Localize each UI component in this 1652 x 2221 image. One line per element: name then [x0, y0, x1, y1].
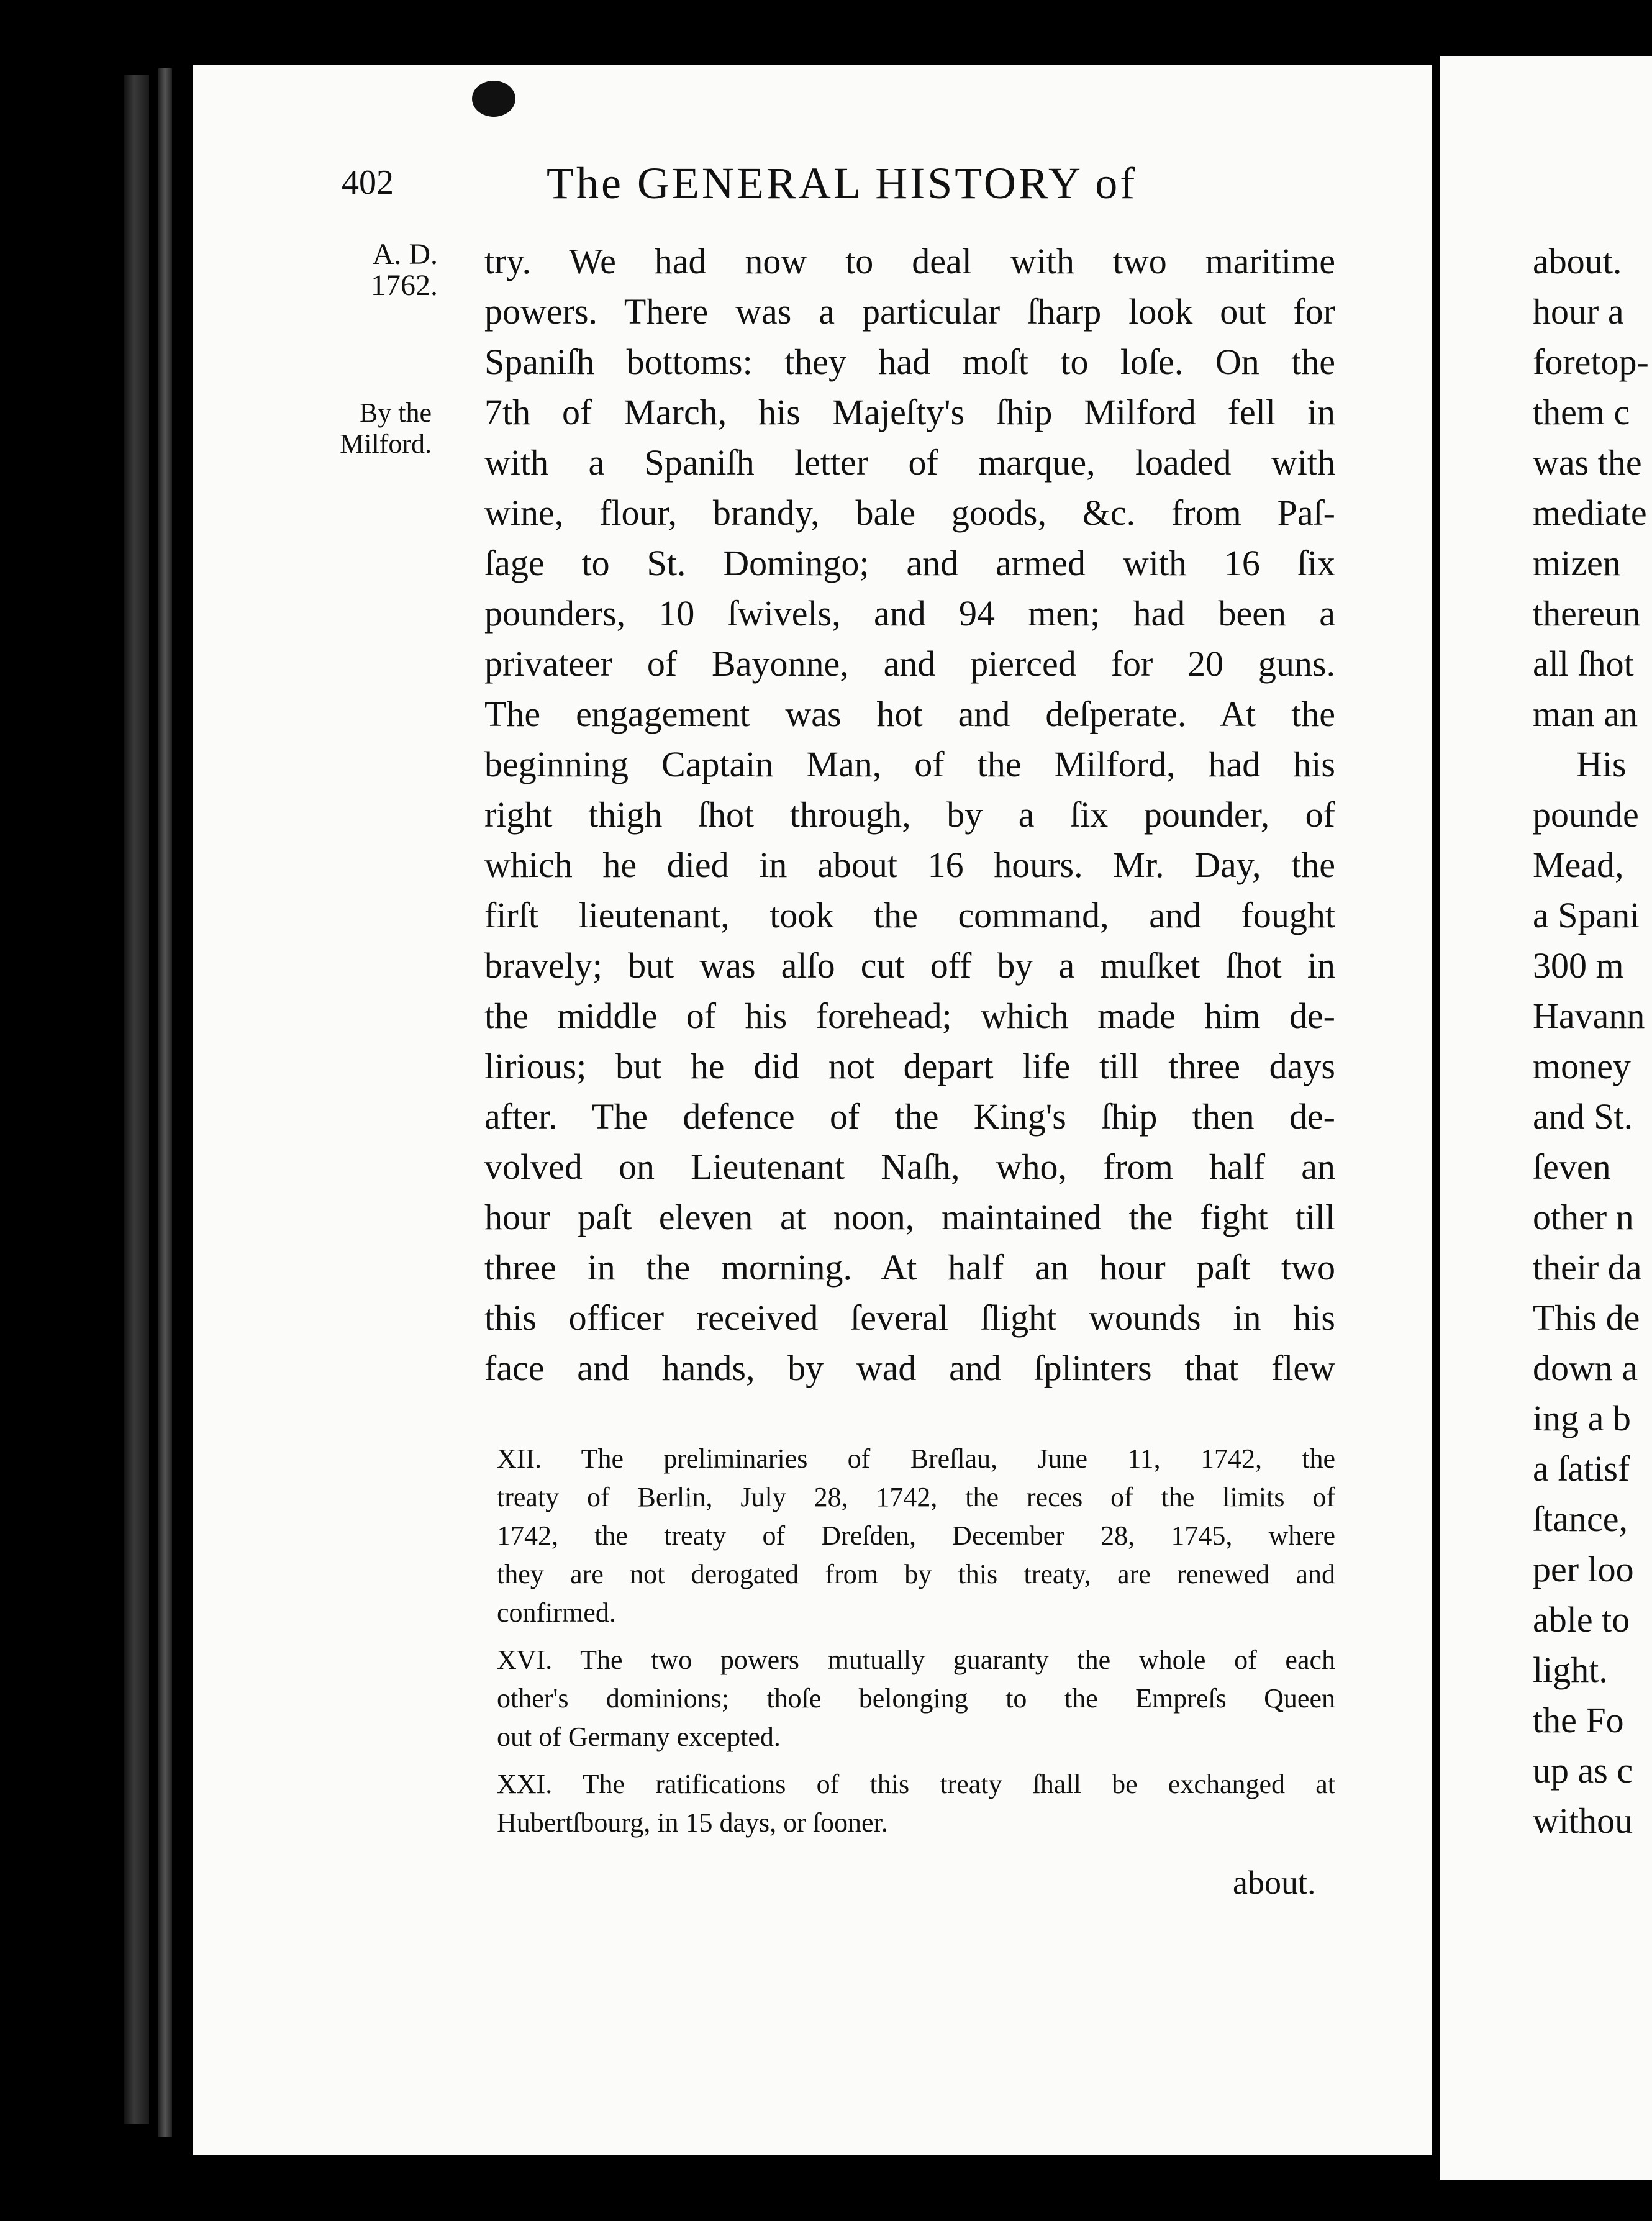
- facing-line: hour a: [1533, 291, 1624, 332]
- ink-blot-mark: [472, 81, 515, 117]
- body-line: try. We had now to deal with two maritime: [484, 241, 1335, 281]
- body-line: hour paſt eleven at noon, maintained the fight till: [484, 1197, 1335, 1237]
- body-line: which he died in about 16 hours. Mr. Day, the: [484, 845, 1335, 885]
- body-line: The engagement was hot and deſperate. At the: [484, 694, 1335, 734]
- body-line: powers. There was a particular ſharp look out for: [484, 291, 1335, 332]
- body-line: right thigh ſhot through, by a ſix pounder, of: [484, 794, 1335, 835]
- footnotes: [497, 1440, 1335, 1842]
- body-line: ſage to St. Domingo; and armed with 16 ſix: [484, 543, 1335, 583]
- facing-line: other n: [1533, 1197, 1634, 1237]
- body-line: lirious; but he did not depart life till three days: [484, 1046, 1335, 1086]
- facing-line: Havann: [1533, 996, 1645, 1036]
- facing-line: about.: [1533, 241, 1622, 281]
- facing-line: ſeven: [1533, 1147, 1611, 1187]
- facing-page-text: [1533, 236, 1652, 1846]
- facing-line: light.: [1533, 1650, 1608, 1690]
- running-head: The GENERAL HISTORY of: [547, 158, 1138, 208]
- facing-line: This de: [1533, 1297, 1640, 1338]
- body-line: wine, flour, brandy, bale goods, &c. from Paſ-: [484, 493, 1335, 533]
- facing-line: foretop-: [1533, 342, 1649, 382]
- body-line: face and hands, by wad and ſplinters that flew: [484, 1348, 1335, 1388]
- page-stack-edge: [158, 68, 172, 2137]
- page-header: [342, 158, 1341, 219]
- facing-line: pounde: [1533, 794, 1639, 835]
- facing-line: mizen: [1533, 543, 1621, 583]
- margin-date: [332, 239, 438, 301]
- footnote-line: XVI. The two powers mutually guaranty the whole of each: [497, 1645, 1335, 1675]
- facing-line: was the: [1533, 442, 1642, 483]
- facing-line: per loo: [1533, 1549, 1634, 1589]
- facing-line: and St.: [1533, 1096, 1633, 1137]
- footnote-xii: [497, 1440, 1335, 1632]
- footnote-line: treaty of Berlin, July 28, 1742, the reces of the limits of: [497, 1482, 1335, 1512]
- facing-line: a Spani: [1533, 895, 1640, 935]
- facing-line: withou: [1533, 1801, 1633, 1841]
- margin-date-year: 1762.: [371, 269, 438, 302]
- footnote-line: 1742, the treaty of Dreſden, December 28, 1745, where: [497, 1520, 1335, 1551]
- main-body-text: [484, 236, 1335, 1393]
- body-line: pounders, 10 ſwivels, and 94 men; had been a: [484, 593, 1335, 634]
- body-line: Spaniſh bottoms: they had moſt to loſe. On the: [484, 342, 1335, 382]
- body-line: privateer of Bayonne, and pierced for 20 guns.: [484, 643, 1335, 684]
- facing-line: His: [1576, 744, 1627, 784]
- footnote-xvi: [497, 1641, 1335, 1756]
- facing-line: up as c: [1533, 1750, 1633, 1791]
- facing-line: them c: [1533, 392, 1630, 432]
- facing-line: man an: [1533, 694, 1638, 734]
- facing-line: mediate: [1533, 493, 1647, 533]
- facing-line: thereun: [1533, 593, 1641, 634]
- body-line: firſt lieutenant, took the command, and fought: [484, 895, 1335, 935]
- body-line: 7th of March, his Majeſty's ſhip Milford fell in: [484, 392, 1335, 432]
- footnote-line: Hubertſbourg, in 15 days, or ſooner.: [497, 1807, 888, 1838]
- facing-line: the Fo: [1533, 1700, 1624, 1740]
- body-line: bravely; but was alſo cut off by a muſket ſhot in: [484, 945, 1335, 986]
- footnote-line: other's dominions; thoſe belonging to the Empreſs Queen: [497, 1683, 1335, 1714]
- body-line: volved on Lieutenant Naſh, who, from half an: [484, 1147, 1335, 1187]
- page-number: 402: [342, 163, 394, 202]
- facing-line: able to: [1533, 1599, 1630, 1640]
- facing-line: Mead,: [1533, 845, 1624, 885]
- facing-line: 300 m: [1533, 945, 1624, 986]
- facing-line: their da: [1533, 1247, 1642, 1288]
- footnote-line: confirmed.: [497, 1597, 616, 1628]
- facing-line: down a: [1533, 1348, 1638, 1388]
- footnote-line: XXI. The ratifications of this treaty ſhall be exchanged at: [497, 1769, 1335, 1799]
- body-line: with a Spaniſh letter of marque, loaded with: [484, 442, 1335, 483]
- footnote-line: out of Germany excepted.: [497, 1722, 781, 1752]
- margin-date-line: A. D.: [372, 238, 438, 271]
- catchword: about.: [1233, 1864, 1316, 1901]
- facing-line: ing a b: [1533, 1398, 1631, 1438]
- body-line: this officer received ſeveral ſlight wounds in his: [484, 1297, 1335, 1338]
- footnote-line: XII. The preliminaries of Breſlau, June 11, 1742, the: [497, 1443, 1335, 1474]
- facing-line: a ſatisf: [1533, 1448, 1630, 1489]
- footnote-xxi: [497, 1765, 1335, 1842]
- facing-line: all ſhot: [1533, 643, 1634, 684]
- body-line: the middle of his forehead; which made him de-: [484, 996, 1335, 1036]
- margin-note-line: By the: [359, 397, 432, 428]
- body-line: beginning Captain Man, of the Milford, had his: [484, 744, 1335, 784]
- facing-line: ſtance,: [1533, 1499, 1628, 1539]
- margin-note-milford: [326, 397, 432, 460]
- footnote-line: they are not derogated from by this treaty, are renewed and: [497, 1559, 1335, 1589]
- body-line: three in the morning. At half an hour paſt two: [484, 1247, 1335, 1288]
- body-line: after. The defence of the King's ſhip then de-: [484, 1096, 1335, 1137]
- binding-edge: [124, 75, 149, 2124]
- margin-note-line: Milford.: [340, 429, 432, 459]
- facing-line: money: [1533, 1046, 1631, 1086]
